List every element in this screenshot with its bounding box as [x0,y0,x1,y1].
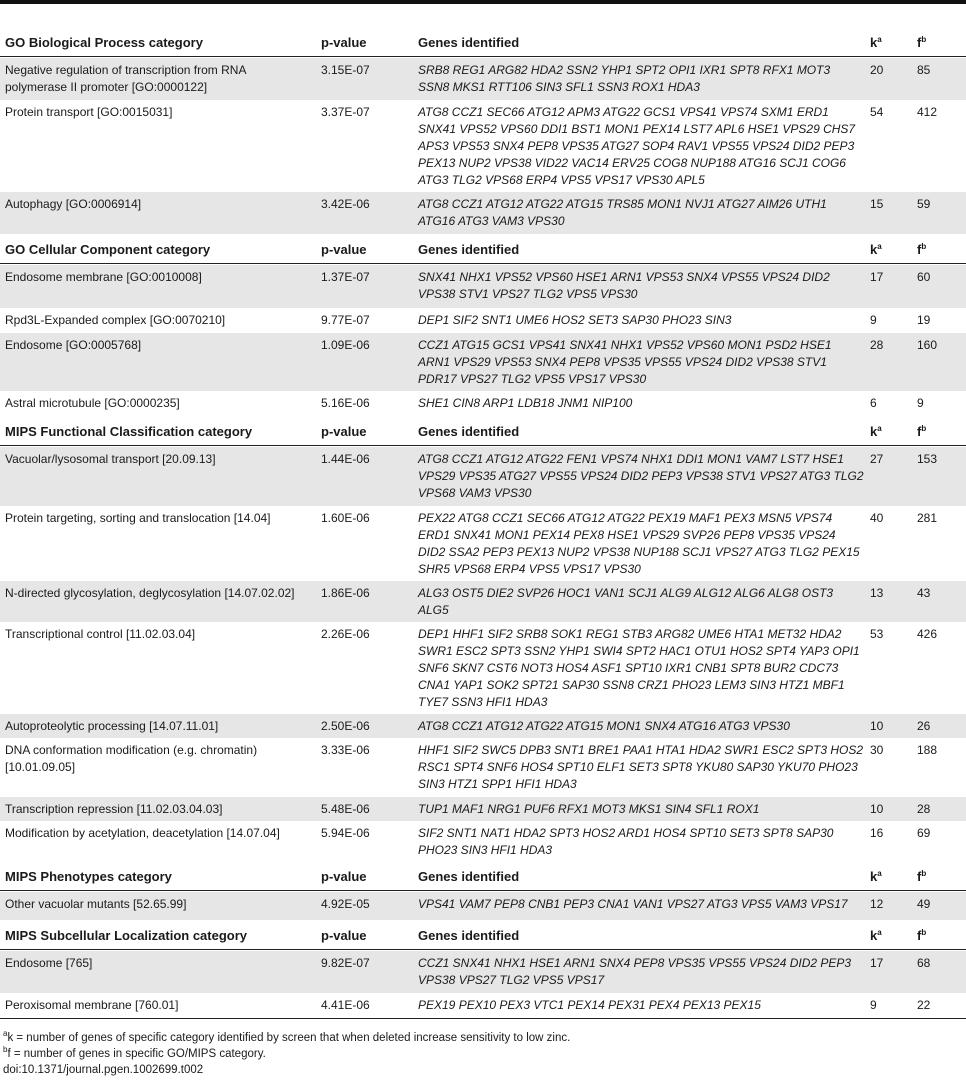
k-cell: 27 [870,452,884,466]
k-cell: 40 [870,511,884,525]
k-cell: 30 [870,743,884,757]
header-rule [0,263,966,264]
table-row [0,951,966,993]
table-row [0,100,966,192]
f-cell: 49 [917,897,931,911]
genes-cell: CCZ1 ATG15 GCS1 VPS41 SNX41 NHX1 VPS52 VPS60 MON1 PSD2 HSE1 ARN1 VPS29 VPS53 SNX4 PEP8 VPS35 VPS55 VPS24 DID2 VPS38 STV1 PDR17 VPS27 TLG2 VPS5 VPS17 VPS30 [418,338,832,386]
table-row [0,58,966,100]
f-header: $f^b$ [917,242,927,257]
pvalue-cell: 5.94E-06 [321,826,370,840]
pvalue-cell: 9.82E-07 [321,956,370,970]
section-header-mips-subcellular [0,922,966,948]
k-header: $k^a$ [870,424,882,439]
category-cell: Peroxisomal membrane [760.01] [5,998,179,1012]
k-cell: 17 [870,956,884,970]
pvalue-cell: 9.77E-07 [321,313,370,327]
k-cell: 16 [870,826,884,840]
f-cell: 19 [917,313,931,327]
category-cell: DNA conformation modification (e.g. chromatin) [10.01.09.05] [5,743,258,774]
genes-cell: DEP1 SIF2 SNT1 UME6 HOS2 SET3 SAP30 PHO23 SIN3 [418,313,732,327]
genes-header: Genes identified [418,424,520,439]
k-cell: 10 [870,719,884,733]
pvalue-cell: 3.37E-07 [321,105,370,119]
pvalue-cell: 2.50E-06 [321,719,370,733]
f-cell: 68 [917,956,931,970]
category-cell: Autoproteolytic processing [14.07.11.01] [5,719,219,733]
genes-cell: ALG3 OST5 DIE2 SVP26 HOC1 VAN1 SCJ1 ALG9 ALG12 ALG6 ALG8 OST3 ALG5 [418,586,834,617]
pvalue-cell: 1.44E-06 [321,452,370,466]
table-row [0,506,966,581]
k-cell: 54 [870,105,884,119]
genes-cell: PEX19 PEX10 PEX3 VTC1 PEX14 PEX31 PEX4 PEX13 PEX15 [418,998,761,1012]
footnote-b: $^b$f = number of genes in specific GO/MIPS category. [3,1045,266,1060]
section-header-go-biological-process [0,29,966,55]
pvalue-cell: 4.92E-05 [321,897,370,911]
section-title: MIPS Functional Classification category [5,424,253,439]
table-row [0,738,966,797]
k-cell: 10 [870,802,884,816]
table-row [0,821,966,862]
genes-header: Genes identified [418,869,520,884]
genes-cell: ATG8 CCZ1 ATG12 ATG22 ATG15 MON1 SNX4 ATG16 ATG3 VPS30 [418,719,790,733]
section-title: GO Cellular Component category [5,242,211,257]
genes-cell: SIF2 SNT1 NAT1 HDA2 SPT3 HOS2 ARD1 HOS4 SPT10 SET3 SPT8 SAP30 PHO23 SIN3 HFI1 HDA3 [418,826,834,857]
category-cell: Endosome membrane [GO:0010008] [5,270,202,284]
table-row [0,391,966,416]
header-rule [0,890,966,891]
f-cell: 60 [917,270,931,284]
f-cell: 22 [917,998,931,1012]
header-rule [0,445,966,446]
genes-cell: VPS41 VAM7 PEP8 CNB1 PEP3 CNA1 VAN1 VPS27 ATG3 VPS5 VAM3 VPS17 [418,897,848,911]
section-title: MIPS Phenotypes category [5,869,172,884]
category-cell: N-directed glycosylation, deglycosylation [14.07.02.02] [5,586,295,600]
f-cell: 426 [917,627,938,641]
pvalue-cell: 3.42E-06 [321,197,370,211]
table-row [0,333,966,391]
pvalue-cell: 1.86E-06 [321,586,370,600]
genes-cell: ATG8 CCZ1 ATG12 ATG22 ATG15 TRS85 MON1 NVJ1 ATG27 AIM26 UTH1 ATG16 ATG3 VAM3 VPS30 [418,197,827,228]
pvalue-cell: 5.48E-06 [321,802,370,816]
footnote-a: $^a$k = number of genes of specific category identified by screen that when deleted increase sensitivity to low zinc. [3,1029,571,1044]
genes-cell: TUP1 MAF1 NRG1 PUF6 RFX1 MOT3 MKS1 SIN4 SFL1 ROX1 [418,802,760,816]
genes-cell: DEP1 HHF1 SIF2 SRB8 SOK1 REG1 STB3 ARG82 UME6 HTA1 MET32 HDA2 SWR1 ESC2 SPT3 SSN2 YHP1 SWI4 SPT2 HAC1 OTU1 HOS2 SPT4 YAP3 OPI1 SNF6 SKN7 CST6 NOT3 HOS4 ASF1 SPT10 IXR1 CNB1 SPT8 BUR2 CDC73 CNA1 YAP1 SOK2 SPT21 SAP30 SSN8 CRZ1 PHO23 LEM3 SIN3 HTZ1 MBF1 TYE7 SSN3 HFI1 HDA3 [418,627,860,709]
category-cell: Endosome [765] [5,956,93,970]
f-header: $f^b$ [917,424,927,439]
k-cell: 20 [870,63,884,77]
pvalue-cell: 5.16E-06 [321,396,370,410]
header-rule [0,56,966,57]
genes-header: Genes identified [418,928,520,943]
k-header: $k^a$ [870,35,882,50]
table-row [0,265,966,308]
k-cell: 15 [870,197,884,211]
f-cell: 188 [917,743,938,757]
pvalue-cell: 1.37E-07 [321,270,370,284]
f-cell: 26 [917,719,931,733]
pvalue-cell: 1.09E-06 [321,338,370,352]
f-header: $f^b$ [917,869,927,884]
f-cell: 69 [917,826,931,840]
category-cell: Autophagy [GO:0006914] [5,197,142,211]
f-cell: 160 [917,338,938,352]
genes-cell: ATG8 CCZ1 ATG12 ATG22 FEN1 VPS74 NHX1 DDI1 MON1 VAM7 LST7 HSE1 VPS29 VPS35 ATG27 VPS55 VPS24 DID2 PEP3 VPS38 STV1 VPS27 ATG3 TLG2 VPS68 VAM3 VPS30 [418,452,864,500]
pvalue-header: p-value [321,242,367,257]
table-row [0,993,966,1017]
table-row [0,447,966,506]
category-cell: Transcription repression [11.02.03.04.03] [5,802,223,816]
f-header: $f^b$ [917,35,927,50]
pvalue-cell: 3.15E-07 [321,63,370,77]
f-cell: 85 [917,63,931,77]
k-header: $k^a$ [870,928,882,943]
category-cell: Negative regulation of transcription from RNA polymerase II promoter [GO:0000122] [5,63,246,94]
genes-cell: PEX22 ATG8 CCZ1 SEC66 ATG12 ATG22 PEX19 MAF1 PEX3 MSN5 VPS74 ERD1 SNX41 MON1 PEX14 PEX8 HSE1 VPS29 SVP26 PEP8 VPS35 VPS24 DID2 SSA2 PEP3 PEX13 NUP2 VPS38 NUP188 SCJ1 VPS27 ATG3 TLG2 PEX15 SHR5 VPS68 ERP4 VPS5 VPS17 VPS30 [418,511,860,576]
section-header-mips-phenotypes [0,863,966,889]
f-cell: 281 [917,511,938,525]
pvalue-header: p-value [321,928,367,943]
category-cell: Protein transport [GO:0015031] [5,105,173,119]
table-top-rule [0,0,966,4]
category-cell: Astral microtubule [GO:0000235] [5,396,180,410]
table-row [0,622,966,714]
k-cell: 9 [870,998,877,1012]
genes-cell: ATG8 CCZ1 SEC66 ATG12 APM3 ATG22 GCS1 VPS41 VPS74 SXM1 ERD1 SNX41 VPS52 VPS60 DDI1 BST1 MON1 PEX14 LST7 APL6 HSE1 VPS29 CHS7 APS3 VPS53 SNX4 PEP8 VPS35 ATG27 SOP4 RAV1 VPS55 VPS24 DID2 PEP3 PEX13 NUP2 VPS38 VID22 VAC14 ERV25 COG8 NUP188 ATG16 SCJ1 COG6 ATG3 TLG2 VPS68 ERP4 VPS5 VPS17 VPS30 APL5 [418,105,856,187]
genes-cell: CCZ1 SNX41 NHX1 HSE1 ARN1 SNX4 PEP8 VPS35 VPS55 VPS24 DID2 PEP3 VPS38 VPS27 TLG2 VPS5 VPS17 [418,956,852,987]
header-rule [0,949,966,950]
pvalue-header: p-value [321,424,367,439]
pvalue-cell: 4.41E-06 [321,998,370,1012]
genes-cell: SRB8 REG1 ARG82 HDA2 SSN2 YHP1 SPT2 OPI1 IXR1 SPT8 RFX1 MOT3 SSN8 MKS1 RTT106 SIN3 SFL1 SSN3 ROX1 HDA3 [418,63,831,94]
pvalue-cell: 2.26E-06 [321,627,370,641]
table-row [0,797,966,821]
k-cell: 28 [870,338,884,352]
f-header: $f^b$ [917,928,927,943]
k-cell: 17 [870,270,884,284]
f-cell: 28 [917,802,931,816]
table-row [0,192,966,234]
category-cell: Vacuolar/lysosomal transport [20.09.13] [5,452,216,466]
section-title: GO Biological Process category [5,35,203,50]
category-cell: Rpd3L-Expanded complex [GO:0070210] [5,313,226,327]
genes-header: Genes identified [418,242,520,257]
doi-text: doi:10.1371/journal.pgen.1002699.t002 [3,1064,204,1076]
genes-cell: HHF1 SIF2 SWC5 DPB3 SNT1 BRE1 PAA1 HTA1 HDA2 SWR1 ESC2 SPT3 HOS2 RSC1 SPT4 SNF6 HOS4 SPT10 ELF1 SET3 SPT8 YKU80 SAP30 YKU70 PHO23 SIN3 HTZ1 SPP1 HFI1 HDA3 [418,743,864,791]
table-bottom-rule [0,1018,966,1019]
category-cell: Other vacuolar mutants [52.65.99] [5,897,187,911]
f-cell: 43 [917,586,931,600]
table-row [0,581,966,622]
section-header-mips-functional [0,418,966,444]
section-header-go-cellular-component [0,236,966,262]
section-title: MIPS Subcellular Localization category [5,928,248,943]
category-cell: Transcriptional control [11.02.03.04] [5,627,196,641]
pvalue-cell: 1.60E-06 [321,511,370,525]
k-cell: 6 [870,396,877,410]
f-cell: 412 [917,105,938,119]
k-cell: 53 [870,627,884,641]
genes-cell: SHE1 CIN8 ARP1 LDB18 JNM1 NIP100 [418,396,633,410]
pvalue-header: p-value [321,35,367,50]
k-cell: 13 [870,586,884,600]
k-header: $k^a$ [870,242,882,257]
table-row [0,308,966,333]
f-cell: 9 [917,396,924,410]
category-cell: Protein targeting, sorting and translocation [14.04] [5,511,271,525]
k-cell: 9 [870,313,877,327]
pvalue-cell: 3.33E-06 [321,743,370,757]
genes-cell: SNX41 NHX1 VPS52 VPS60 HSE1 ARN1 VPS53 SNX4 VPS55 VPS24 DID2 VPS38 STV1 VPS27 TLG2 VPS5 VPS30 [418,270,830,301]
table-row [0,714,966,738]
table-row [0,892,966,920]
category-cell: Modification by acetylation, deacetylation [14.07.04] [5,826,280,840]
f-cell: 153 [917,452,938,466]
pvalue-header: p-value [321,869,367,884]
k-cell: 12 [870,897,884,911]
k-header: $k^a$ [870,869,882,884]
category-cell: Endosome [GO:0005768] [5,338,142,352]
genes-header: Genes identified [418,35,520,50]
f-cell: 59 [917,197,931,211]
